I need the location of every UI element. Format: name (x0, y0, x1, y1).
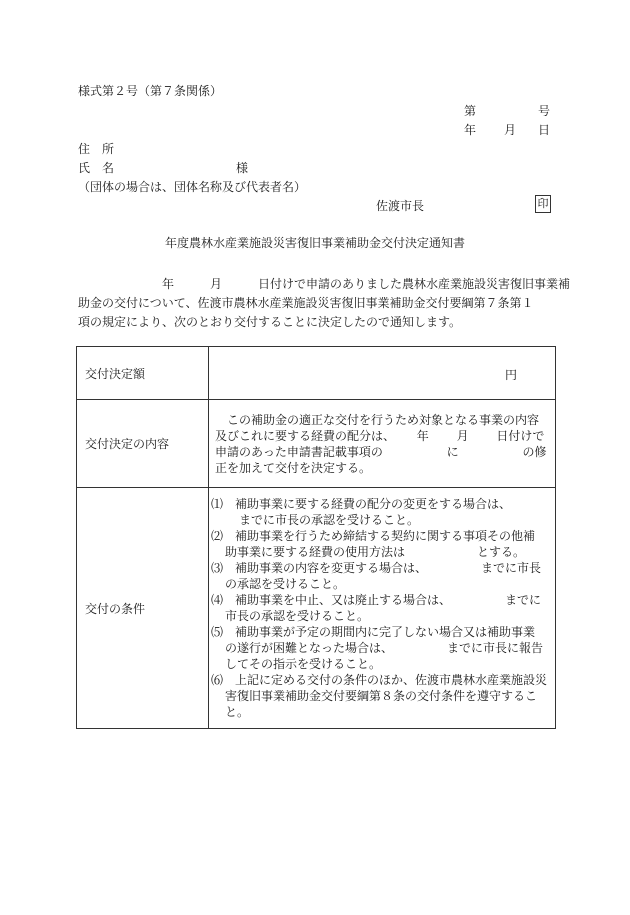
amount-label: 交付決定額 (77, 347, 209, 400)
content-cell (208, 400, 555, 488)
content-line: この補助金の適正な交付を行うため対象となる事業の内容 (214, 412, 539, 427)
number-prefix: 第 (464, 104, 477, 118)
table-row-conditions (77, 488, 556, 729)
condition-line: までに市長の承認を受けること。 (238, 513, 419, 527)
body-line: 年 月 日付けで申請のありました農林水産業施設災害復旧事業補 (78, 277, 571, 291)
body-line: 項の規定により、次のとおり交付することに決定したので通知します。 (78, 315, 462, 329)
condition-line: してその指示を受けること。 (224, 657, 381, 671)
conditions-label: 交付の条件 (77, 488, 209, 729)
condition-line: の承認を受けること。 (224, 577, 345, 591)
name-label: 氏 名 (78, 161, 115, 175)
amount-unit: 円 (504, 368, 517, 382)
condition-line: 市長の承認を受けること。 (224, 609, 369, 623)
condition-line: ⑴ 補助事業に要する経費の配分の変更をする場合は、 (210, 497, 511, 511)
content-line: 正を加えて交付を決定する。 (214, 460, 371, 475)
condition-line: と。 (224, 705, 249, 719)
date-day: 日 (537, 123, 550, 137)
number-suffix: 号 (537, 104, 550, 118)
content-line: 申請のあった申請書記載事項の に の修 (214, 444, 547, 459)
content-line: 及びこれに要する経費の配分は、 年 月 日付けで (214, 428, 545, 443)
date-year: 年 (464, 123, 477, 137)
address-label: 住 所 (78, 142, 115, 156)
condition-line: ⑷ 補助事業を中止、又は廃止する場合は、 までに (210, 593, 541, 607)
conditions-cell (208, 488, 555, 729)
content-label: 交付決定の内容 (77, 400, 209, 488)
amount-cell (208, 347, 555, 400)
document-number (464, 104, 550, 118)
name-line (78, 161, 249, 175)
condition-line: ⑶ 補助事業の内容を変更する場合は、 までに市長 (210, 561, 541, 575)
form-label: 様式第２号（第７条関係） (78, 84, 223, 98)
table-row-amount (77, 347, 556, 400)
condition-line: ⑹ 上記に定める交付の条件のほか、佐渡市農林水産業施設災 (210, 673, 547, 687)
condition-line: ⑸ 補助事業が予定の期間内に完了しない場合又は補助事業 (210, 625, 535, 639)
condition-line: ⑵ 補助事業を行うため締結する契約に関する事項その他補 (210, 529, 535, 543)
body-line: 助金の交付について、佐渡市農林水産業施設災害復旧事業補助金交付要綱第７条第１ (78, 296, 534, 310)
group-note: （団体の場合は、団体名称及び代表者名） (78, 180, 307, 194)
seal-stamp: 印 (535, 195, 551, 213)
honorific: 様 (236, 161, 249, 175)
date-month: 月 (504, 123, 517, 137)
notice-body (78, 275, 571, 332)
decision-table (76, 346, 556, 729)
table-row-content (77, 400, 556, 488)
condition-line: 害復旧事業補助金交付要綱第８条の交付条件を遵守するこ (224, 689, 537, 703)
condition-line: の遂行が困難となった場合は、 までに市長に報告 (224, 641, 543, 655)
condition-line: 助事業に要する経費の使用方法は とする。 (224, 545, 525, 559)
document-title: 年度農林水産業施設災害復旧事業補助金交付決定通知書 (164, 236, 465, 250)
issuer-title: 佐渡市長 (376, 199, 425, 213)
